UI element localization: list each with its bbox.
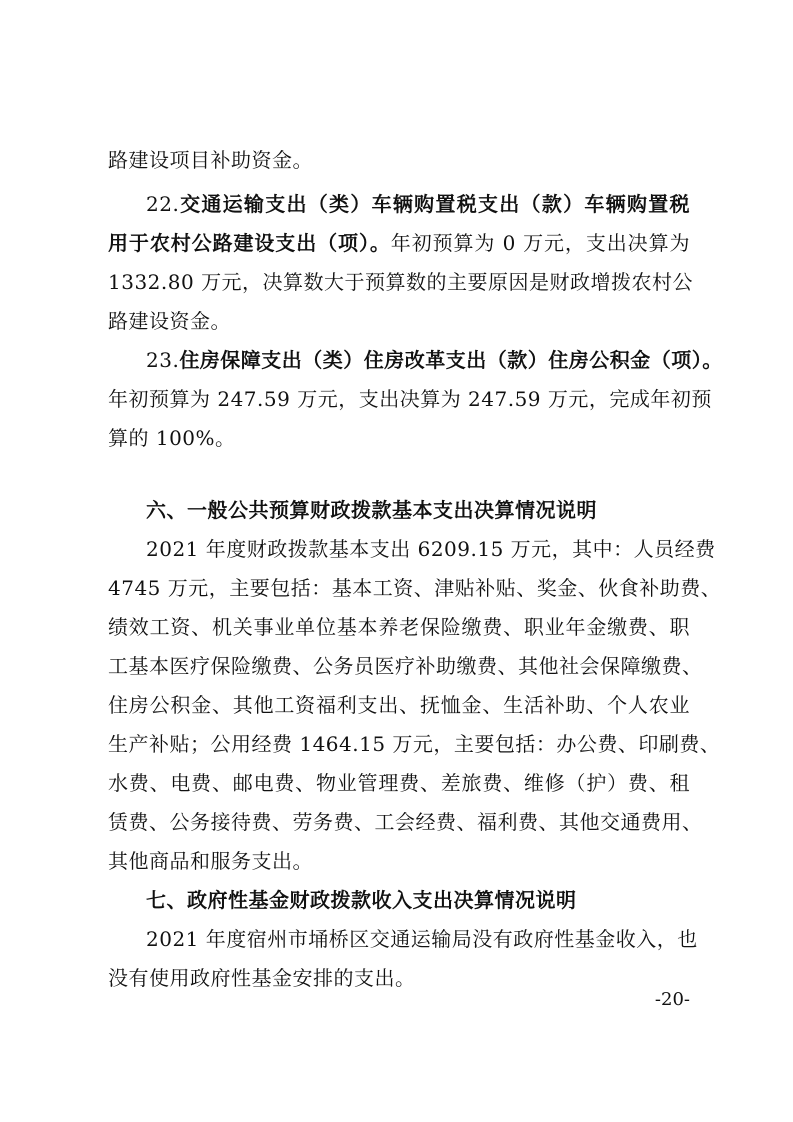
item-22-title xyxy=(146,190,690,218)
paragraph-line: 路建设资金。 xyxy=(108,309,231,333)
paragraph-line: 1332.80 万元，决算数大于预算数的主要原因是财政增拨农村公 xyxy=(108,270,694,294)
paragraph-line xyxy=(108,229,690,257)
item-title-cont: 用于农村公路建设支出（项）。 xyxy=(108,231,391,255)
paragraph-line: 其他商品和服务支出。 xyxy=(108,849,313,873)
item-title: 住房保障支出（类）住房改革支出（款）住房公积金（项）。 xyxy=(179,348,723,372)
item-number: 22. xyxy=(146,192,180,216)
paragraph-line: 算的 100%。 xyxy=(108,426,236,450)
section-heading-7: 七、政府性基金财政拨款收入支出决算情况说明 xyxy=(146,888,577,912)
paragraph-line: 2021 年度宿州市埇桥区交通运输局没有政府性基金收入，也 xyxy=(146,927,698,951)
page-number: -20- xyxy=(654,989,690,1010)
paragraph-line: 工基本医疗保险缴费、公务员医疗补助缴费、其他社会保障缴费、 xyxy=(108,654,703,678)
paragraph-line: 年初预算为 247.59 万元，支出决算为 247.59 万元，完成年初预 xyxy=(108,387,712,411)
item-23-title xyxy=(146,346,723,374)
paragraph-line: 2021 年度财政拨款基本支出 6209.15 万元，其中：人员经费 xyxy=(146,537,716,561)
item-title: 交通运输支出（类）车辆购置税支出（款）车辆购置税 xyxy=(179,192,690,216)
item-text: 年初预算为 0 万元，支出决算为 xyxy=(390,231,690,255)
paragraph-line: 路建设项目补助资金。 xyxy=(108,148,313,172)
paragraph-line: 住房公积金、其他工资福利支出、抚恤金、生活补助、个人农业 xyxy=(108,693,690,717)
paragraph-line: 绩效工资、机关事业单位基本养老保险缴费、职业年金缴费、职 xyxy=(108,615,690,639)
paragraph-line: 赁费、公务接待费、劳务费、工会经费、福利费、其他交通费用、 xyxy=(108,810,703,834)
paragraph-line: 4745 万元，主要包括：基本工资、津贴补贴、奖金、伙食补助费、 xyxy=(108,576,722,600)
paragraph-line: 生产补贴；公用经费 1464.15 万元，主要包括：办公费、印刷费、 xyxy=(108,732,721,756)
item-number: 23. xyxy=(146,348,180,372)
section-heading-6: 六、一般公共预算财政拨款基本支出决算情况说明 xyxy=(146,498,597,522)
paragraph-line: 水费、电费、邮电费、物业管理费、差旅费、维修（护）费、租 xyxy=(108,771,690,795)
paragraph-line: 没有使用政府性基金安排的支出。 xyxy=(108,966,416,990)
